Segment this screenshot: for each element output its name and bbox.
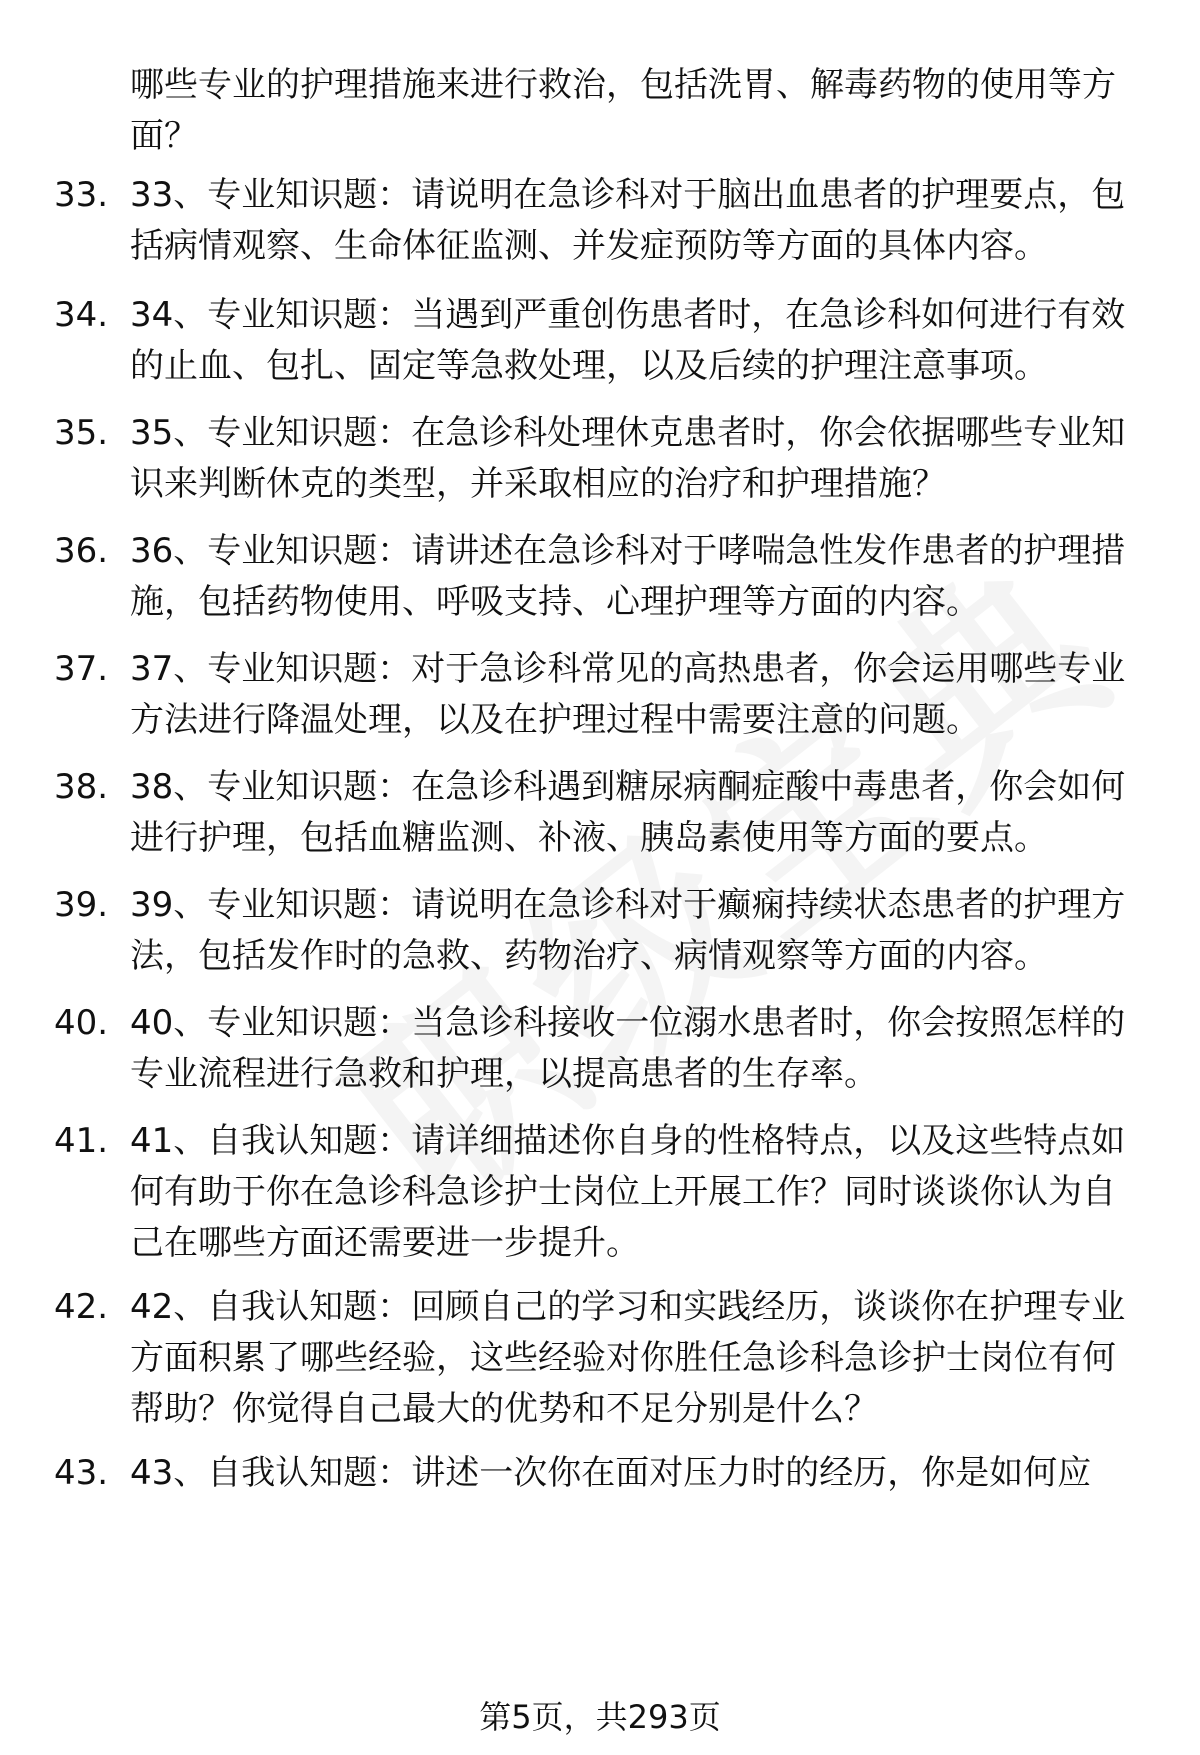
item-number: 34. xyxy=(54,295,109,335)
item-text: 33、专业知识题：请说明在急诊科对于脑出血患者的护理要点，包括病情观察、生命体征监测、并发症预防等方面的具体内容。 xyxy=(130,175,1126,266)
item-number: 37. xyxy=(54,649,109,689)
item-text: 35、专业知识题：在急诊科处理休克患者时，你会依据哪些专业知识来判断休克的类型，并采取相应的治疗和护理措施？ xyxy=(130,413,1126,504)
item-number: 43. xyxy=(54,1453,109,1493)
page-number: 第5页，共293页 xyxy=(479,1698,721,1736)
item-number: 33. xyxy=(54,175,109,215)
item-text: 38、专业知识题：在急诊科遇到糖尿病酮症酸中毒患者，你会如何进行护理，包括血糖监测、补液、胰岛素使用等方面的要点。 xyxy=(130,767,1126,858)
item-text: 36、专业知识题：请讲述在急诊科对于哮喘急性发作患者的护理措施，包括药物使用、呼吸支持、心理护理等方面的内容。 xyxy=(130,531,1126,622)
item-text: 42、自我认知题：回顾自己的学习和实践经历，谈谈你在护理专业方面积累了哪些经验，这些经验对你胜任急诊科急诊护士岗位有何帮助？你觉得自己最大的优势和不足分别是什么？ xyxy=(130,1287,1126,1429)
item-number: 35. xyxy=(54,413,109,453)
item-text: 39、专业知识题：请说明在急诊科对于癫痫持续状态患者的护理方法，包括发作时的急救、药物治疗、病情观察等方面的内容。 xyxy=(130,885,1126,976)
item-text: 41、自我认知题：请详细描述你自身的性格特点，以及这些特点如何有助于你在急诊科急诊护士岗位上开展工作？同时谈谈你认为自己在哪些方面还需要进一步提升。 xyxy=(130,1121,1126,1263)
item-text: 34、专业知识题：当遇到严重创伤患者时，在急诊科如何进行有效的止血、包扎、固定等急救处理，以及后续的护理注意事项。 xyxy=(130,295,1126,386)
item-text: 43、自我认知题：讲述一次你在面对压力时的经历，你是如何应 xyxy=(130,1453,1092,1493)
item-number: 36. xyxy=(54,531,109,571)
item-text: 40、专业知识题：当急诊科接收一位溺水患者时，你会按照怎样的专业流程进行急救和护理，以提高患者的生存率。 xyxy=(130,1003,1126,1094)
item-number: 38. xyxy=(54,767,109,807)
item-number: 39. xyxy=(54,885,109,925)
item-text: 37、专业知识题：对于急诊科常见的高热患者，你会运用哪些专业方法进行降温处理，以及在护理过程中需要注意的问题。 xyxy=(130,649,1126,740)
item-number: 42. xyxy=(54,1287,109,1327)
item-number: 41. xyxy=(54,1121,109,1161)
item-number: 40. xyxy=(54,1003,109,1043)
continued-text: 哪些专业的护理措施来进行救治，包括洗胃、解毒药物的使用等方面？ xyxy=(130,65,1116,156)
